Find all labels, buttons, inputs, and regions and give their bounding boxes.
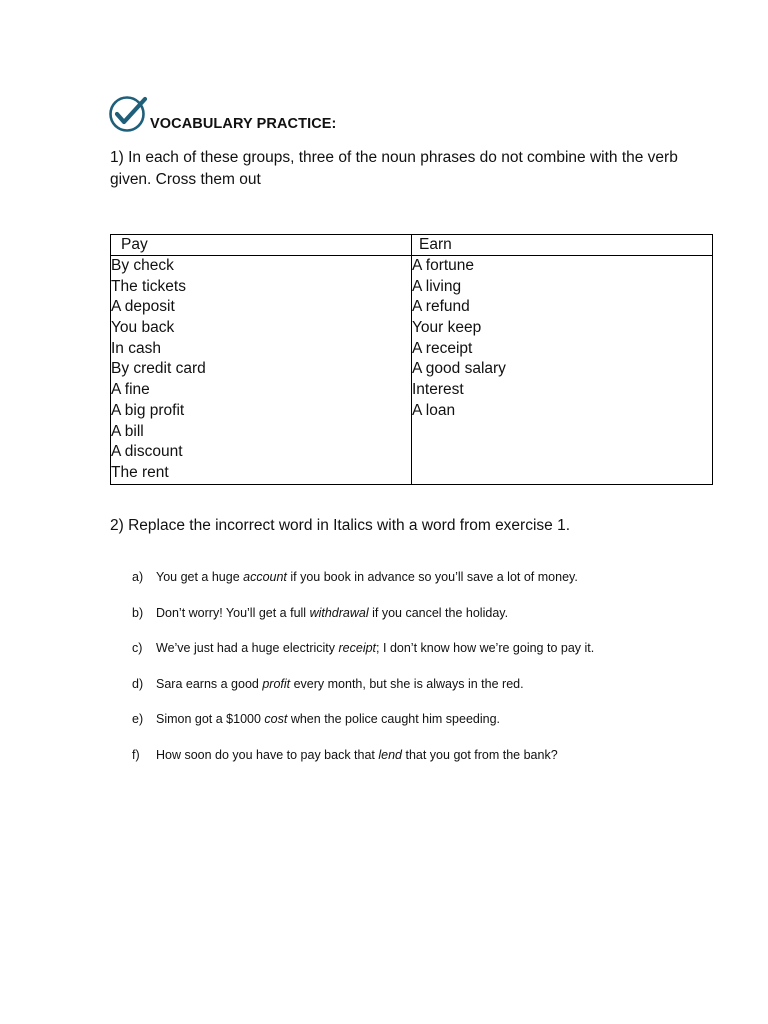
- sentence-end: ; I don’t know how we’re going to pay it.: [376, 641, 595, 656]
- earn-column-header: Earn: [412, 235, 713, 256]
- earn-phrase: A good salary: [412, 360, 506, 378]
- earn-column: [412, 256, 713, 485]
- pay-column-header: Pay: [111, 235, 412, 256]
- italic-word: account: [243, 570, 287, 584]
- item-letter: e): [132, 712, 144, 727]
- sentence-end: that you got from the bank?: [402, 747, 558, 762]
- sentence-start: How soon do you have to pay back that: [156, 747, 379, 762]
- exercise2-sentence-list: [132, 570, 732, 784]
- earn-phrase: A loan: [412, 401, 456, 419]
- item-letter: b): [132, 605, 144, 620]
- sentence-text: [156, 570, 578, 606]
- sentence-end: if you book in advance so you’ll save a lot of money.: [286, 570, 578, 584]
- pay-phrase: A bill: [111, 422, 144, 440]
- sentence-end: when the police caught him speeding.: [287, 712, 500, 727]
- earn-phrase: A living: [412, 277, 462, 295]
- sentence-text: [156, 748, 558, 784]
- sentence-start: Don’t worry! You’ll get a full: [156, 605, 310, 620]
- sentence-start: Sara earns a good: [156, 676, 263, 691]
- pay-phrase: A big profit: [111, 401, 185, 419]
- pay-phrase: By check: [111, 257, 174, 274]
- sentence-end: every month, but she is always in the red.: [290, 676, 524, 691]
- sentence-item: [132, 606, 732, 642]
- pay-phrase: You back: [111, 319, 175, 337]
- sentence-start: Simon got a $1000: [156, 712, 265, 727]
- sentence-item: [132, 748, 732, 784]
- pay-phrase: A discount: [111, 443, 183, 461]
- pay-phrase: A deposit: [111, 298, 175, 316]
- sentence-start: We’ve just had a huge electricity: [156, 641, 339, 656]
- sentence-text: [156, 641, 594, 677]
- verb-noun-table: [110, 234, 713, 485]
- checkmark-circle-icon: [108, 95, 148, 133]
- earn-phrase: A receipt: [412, 339, 473, 357]
- sentence-end: if you cancel the holiday.: [368, 605, 509, 620]
- italic-word: cost: [264, 712, 288, 727]
- sentence-start: You get a huge: [156, 570, 244, 584]
- sentence-item: [132, 641, 732, 677]
- italic-word: profit: [262, 676, 291, 691]
- earn-phrase: Your keep: [412, 319, 482, 337]
- item-letter: d): [132, 676, 144, 691]
- worksheet-heading: VOCABULARY PRACTICE:: [150, 116, 337, 132]
- earn-phrase: A fortune: [412, 257, 475, 274]
- pay-phrase: The rent: [111, 463, 169, 481]
- earn-phrase: A refund: [412, 298, 470, 316]
- italic-word: receipt: [338, 641, 377, 656]
- sentence-text: [156, 677, 524, 713]
- pay-phrase: The tickets: [111, 277, 186, 295]
- item-letter: c): [132, 641, 143, 656]
- pay-column: [111, 256, 412, 485]
- exercise1-instruction: 1) In each of these groups, three of the noun phrases do not combine with the verb given. Cross them out: [110, 149, 678, 188]
- pay-phrase: In cash: [111, 339, 161, 357]
- sentence-item: [132, 712, 732, 748]
- sentence-text: [156, 712, 500, 748]
- sentence-text: [156, 606, 508, 642]
- earn-phrase: Interest: [412, 381, 464, 399]
- sentence-item: [132, 677, 732, 713]
- pay-phrase: A fine: [111, 381, 150, 399]
- exercise2-instruction: 2) Replace the incorrect word in Italics with a word from exercise 1.: [110, 517, 571, 534]
- item-letter: a): [132, 570, 144, 584]
- sentence-item: [132, 570, 732, 606]
- pay-phrase: By credit card: [111, 360, 206, 378]
- italic-word: lend: [378, 747, 403, 762]
- italic-word: withdrawal: [309, 605, 369, 620]
- item-letter: f): [132, 747, 140, 762]
